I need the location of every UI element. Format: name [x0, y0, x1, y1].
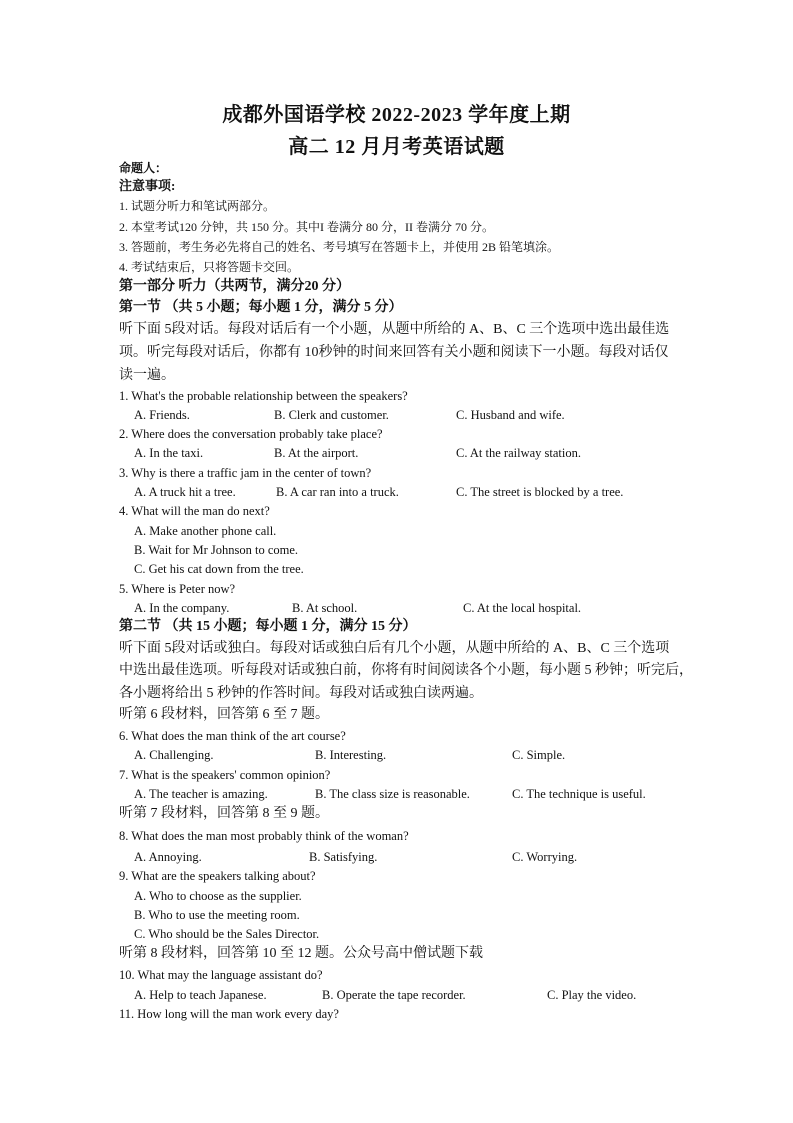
question-stem: 5. Where is Peter now? [119, 582, 236, 596]
notice-item: 4. 考试结束后，只将答题卡交回。 [119, 260, 300, 274]
author-label: 命题人： [119, 161, 168, 175]
option-a: A. In the taxi. [134, 446, 204, 460]
exam-subtitle: 高二 12 月月考英语试题 [288, 136, 505, 158]
option-a: A. Annoying. [134, 850, 202, 864]
option-a: A. Help to teach Japanese. [134, 988, 267, 1002]
section2-heading: 第二节 （共 15 小题；每小题 1 分，满分 15 分） [119, 619, 417, 634]
material-heading: 听第 8 段材料，回答第 10 至 12 题。公众号高中僧试题下载 [119, 946, 483, 961]
section1-instructions: 听下面 5段对话。每段对话后有一个小题，从题中所给的 A、B、C 三个选项中选出最佳选 [119, 322, 670, 337]
option-b: B. Who to use the meeting room. [134, 908, 300, 922]
option-a: A. In the company. [134, 601, 230, 615]
section2-instructions: 各小题将给出 5 秒钟的作答时间。每段对话或独白读两遍。 [119, 686, 483, 701]
option-a: A. Friends. [134, 408, 190, 422]
question-stem: 8. What does the man most probably think of the woman? [119, 829, 409, 843]
question-stem: 6. What does the man think of the art course? [119, 729, 346, 743]
question-stem: 4. What will the man do next? [119, 504, 270, 518]
section2-instructions: 中选出最佳选项。听每段对话或独白前，你将有时间阅读各个小题，每小题 5 秒钟；听完后， [119, 663, 693, 678]
notice-item: 3. 答题前，考生务必先将自己的姓名、考号填写在答题卡上，并使用 2B 铅笔填涂。 [119, 240, 560, 254]
option-c: C. Play the video. [547, 988, 637, 1002]
question-stem: 1. What's the probable relationship between the speakers? [119, 389, 408, 403]
option-b: B. At school. [292, 601, 358, 615]
notice-item: 2. 本堂考试120 分钟，共 150 分。其中I 卷满分 80 分，II 卷满分 70 分。 [119, 220, 494, 234]
option-b: B. Satisfying. [309, 850, 378, 864]
exam-title: 成都外国语学校 2022-2023 学年度上期 [222, 104, 571, 126]
option-a: A. The teacher is amazing. [134, 787, 268, 801]
option-c: C. Husband and wife. [456, 408, 565, 422]
part1-heading: 第一部分 听力（共两节，满分20 分） [119, 279, 350, 294]
question-stem: 11. How long will the man work every day? [119, 1007, 339, 1021]
notice-heading: 注意事项: [119, 178, 176, 193]
question-stem: 2. Where does the conversation probably take place? [119, 427, 383, 441]
option-a: A. A truck hit a tree. [134, 485, 236, 499]
question-stem: 7. What is the speakers' common opinion? [119, 768, 331, 782]
option-c: C. The street is blocked by a tree. [456, 485, 624, 499]
option-b: B. A car ran into a truck. [276, 485, 399, 499]
option-b: B. Interesting. [315, 748, 387, 762]
option-c: C. Get his cat down from the tree. [134, 562, 304, 576]
option-c: C. Simple. [512, 748, 566, 762]
material-heading: 听第 6 段材料，回答第 6 至 7 题。 [119, 707, 329, 722]
section1-instructions: 项。听完每段对话后，你都有 10秒钟的时间来回答有关小题和阅读下一小题。每段对话仅 [119, 345, 669, 360]
section1-heading: 第一节 （共 5 小题；每小题 1 分，满分 5 分） [119, 300, 403, 315]
question-stem: 3. Why is there a traffic jam in the center of town? [119, 466, 372, 480]
question-stem: 10. What may the language assistant do? [119, 968, 323, 982]
option-c: C. The technique is useful. [512, 787, 646, 801]
option-c: C. At the railway station. [456, 446, 581, 460]
option-b: B. Wait for Mr Johnson to come. [134, 543, 299, 557]
question-stem: 9. What are the speakers talking about? [119, 869, 316, 883]
material-heading: 听第 7 段材料，回答第 8 至 9 题。 [119, 806, 329, 821]
option-a: A. Challenging. [134, 748, 214, 762]
option-b: B. Clerk and customer. [274, 408, 389, 422]
option-c: C. At the local hospital. [463, 601, 582, 615]
option-c: C. Who should be the Sales Director. [134, 927, 320, 941]
section2-instructions: 听下面 5段对话或独白。每段对话或独白后有几个小题，从题中所给的 A、B、C 三个选项 [119, 641, 670, 656]
option-a: A. Make another phone call. [134, 524, 277, 538]
option-b: B. The class size is reasonable. [315, 787, 470, 801]
notice-item: 1. 试题分听力和笔试两部分。 [119, 199, 276, 213]
option-b: B. At the airport. [274, 446, 359, 460]
option-a: A. Who to choose as the supplier. [134, 889, 302, 903]
section1-instructions: 读一遍。 [119, 368, 175, 383]
option-b: B. Operate the tape recorder. [322, 988, 466, 1002]
option-c: C. Worrying. [512, 850, 578, 864]
